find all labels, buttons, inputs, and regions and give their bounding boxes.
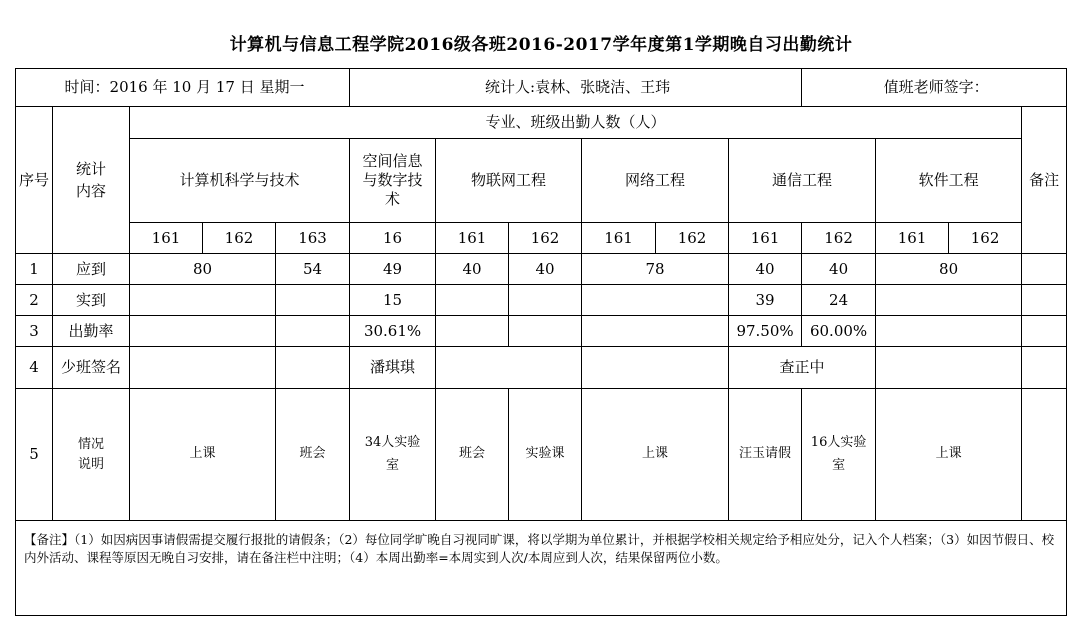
class-header: 161: [582, 223, 656, 254]
data-cell: [130, 347, 276, 389]
data-cell: [876, 285, 1022, 316]
data-cell: [276, 347, 350, 389]
remark-cell: [1022, 316, 1067, 347]
data-cell: 16人实验室: [802, 389, 876, 521]
data-cell: 班会: [436, 389, 509, 521]
data-cell: [582, 347, 729, 389]
remark-header: 备注: [1022, 107, 1067, 254]
class-header: 162: [509, 223, 582, 254]
data-cell: 实验课: [509, 389, 582, 521]
data-cell: 潘琪琪: [350, 347, 436, 389]
data-cell: 40: [509, 254, 582, 285]
data-cell: 40: [436, 254, 509, 285]
class-header: 161: [436, 223, 509, 254]
data-cell: 39: [729, 285, 802, 316]
class-header: 162: [203, 223, 276, 254]
major-header: 网络工程: [582, 139, 729, 223]
class-header: 161: [130, 223, 203, 254]
data-cell: 查正中: [729, 347, 876, 389]
sheet-title: 计算机与信息工程学院2016级各班2016-2017学年度第1学期晚自习出勤统计: [229, 35, 853, 55]
major-header: 计算机科学与技术: [130, 139, 350, 223]
remark-cell: [1022, 254, 1067, 285]
data-cell: [876, 347, 1022, 389]
info-row: [16, 69, 1067, 107]
data-cell: 78: [582, 254, 729, 285]
data-cell: [436, 316, 509, 347]
major-header: 软件工程: [876, 139, 1022, 223]
major-header: 通信工程: [729, 139, 876, 223]
row-label: 出勤率: [53, 316, 130, 347]
data-cell: [509, 285, 582, 316]
data-cell: 24: [802, 285, 876, 316]
row-number: 4: [16, 347, 53, 389]
table-row: [16, 316, 1067, 347]
data-cell: 40: [729, 254, 802, 285]
row-number: 5: [16, 389, 53, 521]
data-cell: 上课: [582, 389, 729, 521]
row-number: 2: [16, 285, 53, 316]
table-row: [16, 254, 1067, 285]
row-number: 1: [16, 254, 53, 285]
data-cell: [436, 285, 509, 316]
data-cell: 54: [276, 254, 350, 285]
data-cell: 30.61%: [350, 316, 436, 347]
table-row: [16, 285, 1067, 316]
class-header: 162: [802, 223, 876, 254]
remark-cell: [1022, 389, 1067, 521]
data-cell: [509, 316, 582, 347]
table-row: [16, 389, 1067, 521]
major-header: 物联网工程: [436, 139, 582, 223]
remark-cell: [1022, 285, 1067, 316]
remark-cell: [1022, 347, 1067, 389]
data-cell: [276, 316, 350, 347]
data-cell: [130, 285, 276, 316]
data-cell: 80: [130, 254, 276, 285]
data-cell: 49: [350, 254, 436, 285]
seq-header: 序号: [16, 107, 53, 254]
data-cell: 97.50%: [729, 316, 802, 347]
attendance-table: [15, 68, 1067, 616]
counter-cell: 统计人:袁林、张晓洁、王玮: [350, 69, 802, 107]
data-cell: [582, 285, 729, 316]
data-cell: 80: [876, 254, 1022, 285]
teacher-sign-cell: 值班老师签字：: [802, 69, 1067, 107]
class-header: 16: [350, 223, 436, 254]
footnote: 【备注】（1）如因病因事请假需提交履行报批的请假条；（2）每位同学旷晚自习视同旷课，将以学期为单位累计，并根据学校相关规定给予相应处分，记入个人档案；（3）如因节假日、校内外活动、课程等原因无晚自习安排，请在备注栏中注明；（4）本周出勤率=本周实到人次/本周应到人次，结果保留两位小数。: [16, 521, 1067, 616]
class-header: 162: [949, 223, 1022, 254]
row-label: 少班签名: [53, 347, 130, 389]
row-label: 应到: [53, 254, 130, 285]
data-cell: [130, 316, 276, 347]
data-cell: [582, 316, 729, 347]
class-header: 161: [729, 223, 802, 254]
row-label: 实到: [53, 285, 130, 316]
data-cell: 汪玉请假: [729, 389, 802, 521]
class-header: 161: [876, 223, 949, 254]
data-cell: [436, 347, 582, 389]
data-cell: 15: [350, 285, 436, 316]
row-label: 情况说明: [53, 389, 130, 521]
class-header: 163: [276, 223, 350, 254]
data-cell: 34人实验室: [350, 389, 436, 521]
data-cell: 60.00%: [802, 316, 876, 347]
data-cell: 上课: [876, 389, 1022, 521]
major-header: 空间信息与数字技术: [350, 139, 436, 223]
table-row: [16, 347, 1067, 389]
time-cell: 时间：2016 年 10 月 17 日 星期一: [16, 69, 350, 107]
data-cell: [876, 316, 1022, 347]
data-cell: 班会: [276, 389, 350, 521]
content-header: 统计内容: [53, 107, 130, 254]
class-header: 162: [656, 223, 729, 254]
data-cell: 上课: [130, 389, 276, 521]
data-cell: [276, 285, 350, 316]
attendance-group-header: 专业、班级出勤人数（人）: [130, 107, 1022, 139]
row-number: 3: [16, 316, 53, 347]
data-cell: 40: [802, 254, 876, 285]
